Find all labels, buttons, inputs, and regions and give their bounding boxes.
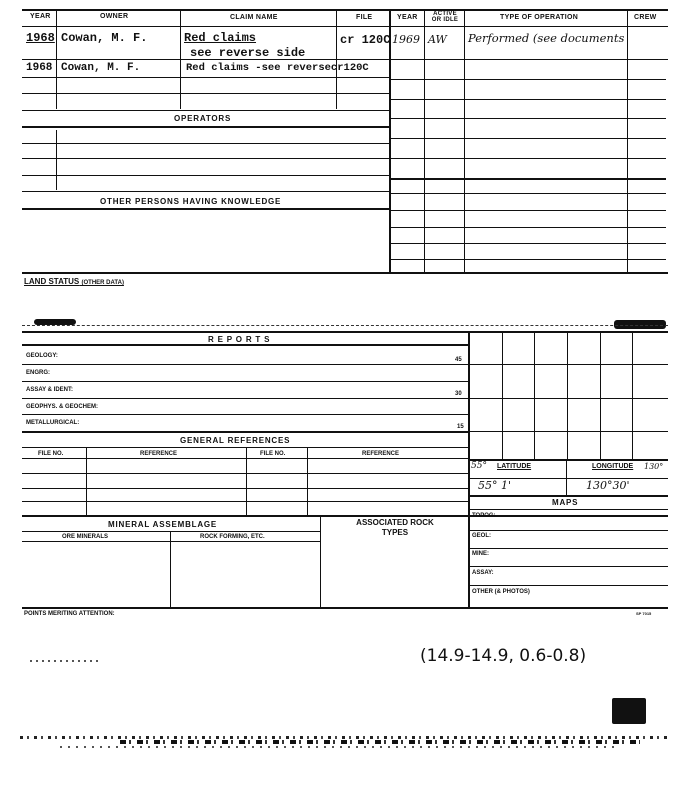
longitude-suffix: 130° [644, 462, 664, 471]
ref-reference-1: REFERENCE [140, 451, 178, 457]
report-assay-label: ASSAY & IDENT: [26, 387, 74, 393]
land-status-label: LAND STATUS [24, 277, 80, 286]
reports-title: R E P O R T S [208, 335, 271, 344]
latitude-prefix: 55° [471, 461, 487, 471]
map-topog: TOPOG: [472, 513, 496, 519]
header-work-year: YEAR [397, 14, 418, 21]
operators-label: OPERATORS [174, 114, 232, 123]
ref-file-no-2: FILE NO. [260, 451, 286, 457]
ore-minerals-label: ORE MINERALS [62, 534, 109, 540]
row1-owner: Cowan, M. F. [61, 31, 148, 45]
handwritten-coordinates-note: (14.9-14.9, 0.6-0.8) [420, 646, 587, 666]
row1-claim-name: Red claims [184, 31, 257, 45]
latitude-value: 55° 1' [478, 479, 512, 492]
report-geophys-label: GEOPHYS. & GEOCHEM: [26, 404, 99, 410]
row1-file: cr 120C [340, 33, 391, 47]
map-mine: MINE: [472, 551, 489, 557]
header-active-idle: ACTIVE OR IDLE [431, 11, 459, 23]
mineral-title: MINERAL ASSEMBLAGE [108, 520, 218, 529]
maps-title: MAPS [552, 498, 579, 507]
scan-noise-band [30, 660, 100, 662]
report-assay-num: 30 [455, 391, 462, 397]
ref-reference-2: REFERENCE [362, 451, 400, 457]
associated-rock-types-label: ASSOCIATED ROCK TYPES [356, 518, 434, 537]
work-year: 1969 [392, 33, 420, 46]
header-year: YEAR [30, 13, 51, 20]
longitude-value: 130°30' [586, 479, 630, 492]
report-metallurgical-label: METALLURGICAL: [26, 420, 80, 426]
header-file: FILE [356, 14, 373, 21]
report-metallurgical-num: 15 [457, 424, 464, 430]
report-geology-label: GEOLOGY: [26, 353, 58, 359]
latitude-label: LATITUDE [497, 463, 532, 470]
form-number: SP 7015 [636, 611, 652, 616]
row1-year: 1968 [26, 31, 55, 45]
report-geology-num: 45 [455, 357, 462, 363]
land-status-sub: (OTHER DATA) [81, 280, 124, 286]
other-persons-label: OTHER PERSONS HAVING KNOWLEDGE [100, 197, 282, 206]
scan-dark-block [612, 698, 646, 724]
scan-noise-band [120, 740, 640, 744]
ref-file-no-1: FILE NO. [38, 451, 64, 457]
map-assay: ASSAY: [472, 570, 494, 576]
header-owner: OWNER [100, 13, 129, 20]
points-meriting-attention-label: POINTS MERITING ATTENTION: [24, 611, 115, 617]
row2-year: 1968 [26, 62, 53, 74]
scan-noise-band [20, 736, 668, 739]
header-claim-name: CLAIM NAME [230, 14, 278, 21]
rock-forming-label: ROCK FORMING, ETC. [200, 534, 265, 540]
map-geol: GEOL: [472, 533, 491, 539]
work-type-of-operation: Performed (see documents [468, 31, 625, 45]
header-crew: CREW [634, 14, 657, 21]
map-other: OTHER (& PHOTOS) [472, 589, 530, 595]
row2-owner: Cowan, M. F. [61, 62, 141, 74]
longitude-label: LONGITUDE [592, 463, 634, 470]
header-type-of-operation: TYPE OF OPERATION [500, 14, 579, 21]
row1-claim-note: see reverse side [190, 46, 306, 60]
work-active-idle: AW [428, 33, 447, 46]
row2-claim-name: Red claims -see reversecr120C [186, 62, 369, 74]
general-references-title: GENERAL REFERENCES [180, 436, 291, 445]
scan-noise-band [60, 746, 620, 748]
report-engrg-label: ENGRG: [26, 370, 50, 376]
